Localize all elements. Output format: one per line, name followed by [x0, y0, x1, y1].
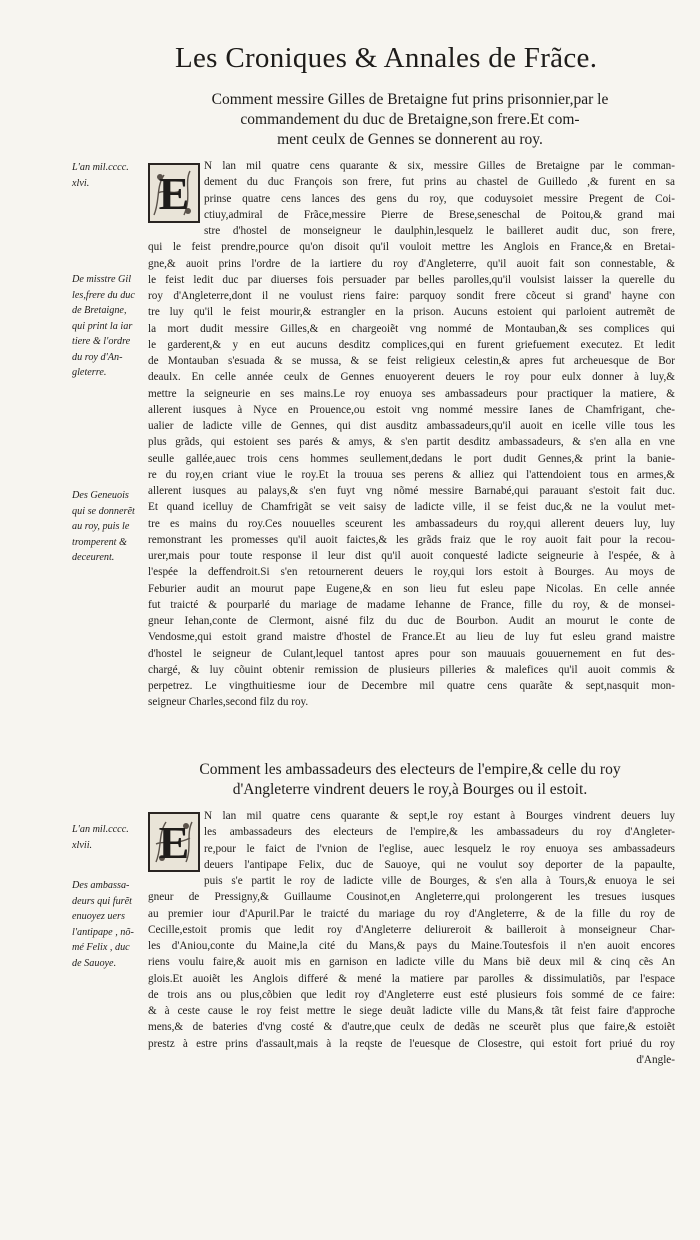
text-line: mettre la seigneurie en ses mains.Le roy enuoya ses ambassadeurs pour practiquer la matiere, &: [148, 387, 675, 400]
margin-note-line: tromperent &: [72, 536, 127, 548]
chapter-heading-line: commandement du duc de Bretaigne,son frere.Et com-: [240, 111, 580, 128]
initial-letter: E: [158, 168, 190, 219]
text-line: d'hostel le seigneur de Culant,lequel tantost apres pour son mauuais gouuernement en fut des-: [148, 647, 675, 660]
text-line: gneur Iehan,conte de Clermont, aisné filz du duc de Bourbon. Audit an mourut le conte de: [148, 615, 675, 627]
text-line: le garderent,& y en eut aucuns desditz complices,qui en furent griefuement executez. Et ledit: [148, 338, 675, 351]
text-line: seulle gallée,auec trois cens hommes seullement,dedans le port dudit Gennes,& print la banie-: [148, 452, 675, 465]
margin-note-line: qui print la iar: [72, 320, 133, 332]
margin-note-line: de Bretaigne,: [72, 305, 127, 316]
text-line: de trois ans ou plus,cõbien que ledit roy d'Angleterre eust esté plusieurs fois sommé de ce faire:: [148, 988, 675, 1001]
text-line: l'espée la deffendroit.Si s'en retournerent deuers le roy,qui lors estoit à Bourges. Au moys de: [148, 566, 675, 579]
margin-note-line: au roy, puis le: [72, 521, 130, 532]
margin-note-line: les,frere du duc: [72, 289, 135, 301]
catchword: d'Angle-: [636, 1053, 675, 1066]
text-line: prestz à estre prins d'assault,mais à la reqste de l'euesque de Closestre, qui estoit fort priué du roy: [148, 1037, 675, 1050]
margin-note-line: Des ambassa-: [72, 880, 130, 891]
text-line: remonstrant les promesses qu'il auoit faictes,& les grãds fraiz que le roy auoit fait pour la recou-: [148, 533, 675, 546]
text-line: au premier iour d'Apuril.Par le traicté du mariage du roy d'Angleterre, & de la fille du roy de: [148, 907, 675, 920]
margin-note-line: L'an mil.cccc.: [72, 162, 129, 173]
text-line: tre es mains du roy.Ces nouuelles sceurent les ambassadeurs du roy,qui allerent deuers luy, luy: [148, 517, 675, 530]
margin-note-line: De misstre Gil: [72, 274, 132, 285]
chapter-heading-line: d'Angleterre vindrent deuers le roy,à Bourges ou il estoit.: [232, 781, 588, 798]
text-line: Cecille,estoit promis que ledit roy d'Angleterre deliureroit & bailleroit à monseigneur Char-: [148, 923, 675, 936]
text-line: Feburier audit an mourut pape Eugene,& en son lieu fut esleu pape Nicolas. En celle année: [148, 582, 675, 595]
margin-note-line: de Sauoye.: [72, 957, 117, 969]
text-line: dement du duc François son frere, fut prins au chastel de Guilledo ,& furent en sa: [204, 176, 675, 189]
text-line: roy d'Angleterre,dont il ne voulust riens faire: parquoy sondit frere cõceut si grand' hayne con: [148, 290, 675, 302]
text-line: mens,& de bateries d'vng costé & d'autre,que ceulx de dedãs ne sceurẽt plus que faire,& estoiẽt: [148, 1021, 675, 1034]
text-line: re du roy,en criant viue le roy.Et la trouua ses perens & alliez qui l'attendoient tous en armes,&: [148, 468, 675, 481]
chapter-2-body: [148, 808, 675, 1068]
text-line: la mort dudit messire Gilles,& en chargeoiẽt vng nommé de Montauban,& ses complices qui: [148, 322, 675, 335]
text-line: N lan mil quatre cens quarante & sept,le roy estant à Bourges vindrent deuers luy: [204, 810, 675, 822]
margin-note-line: l'antipape , nõ-: [72, 926, 134, 938]
margin-note-line: L'an mil.cccc.: [72, 824, 129, 835]
text-line: perpetrez. Le vingthuitiesme iour de Decembre mil quatre cens quarãte & sept,nasquit mon-: [148, 680, 675, 692]
text-line: qui le feist prendre,pource qu'on disoit qu'il vouloit mettre les Anglois en France,& en Bretai-: [148, 241, 675, 254]
text-line: N lan mil quatre cens quarante & six, messire Gilles de Bretaigne par le comman-: [204, 160, 675, 172]
margin-note-line: qui se donnerẽt: [72, 505, 135, 517]
margin-note-line: xlvii.: [72, 839, 93, 851]
margin-note-line: xlvi.: [72, 177, 90, 189]
margin-note-line: du roy d'An-: [72, 351, 123, 363]
text-line: plus grãds, qui estoient ses parés & amys, & s'en partit desditz ambassadeurs, & s'en alla en vne: [148, 436, 675, 449]
margin-note-line: Des Geneuois: [72, 490, 129, 501]
text-line: allerent iusques au palays,& s'en fuyt vng nõmé messire Barnabé,qui parauant s'estoit fait duc.: [148, 485, 675, 497]
chapter-1-body: [148, 158, 675, 711]
chapter-1-heading: [150, 90, 670, 150]
margin-note-year-1447: [72, 822, 144, 853]
text-line: les ambassadeurs des electeurs de l'empire,& les ambassadeurs du roy d'Angleter-: [204, 826, 675, 839]
text-line: Et quand icelluy de Chamfrigãt se veit saisy de ladicte ville, il se feist duc,& ne la voulut met-: [148, 501, 675, 514]
text-line: de Montauban s'esuada & se mussa, & se feist religieux celestin,& apres fut archeuesque de Bor: [148, 355, 675, 367]
text-line: fut traicté & pourparlé du mariage de madame Iehanne de France, fille du roy, & de monsei-: [148, 598, 675, 611]
margin-note-line: tiere & l'ordre: [72, 336, 131, 347]
text-line: gneur de Pressigny,& Guillaume Cousinot,en Angleterre,qui prolongerent les tresues iusques: [148, 891, 675, 904]
text-line: deuers l'antipape Felix, duc de Sauoye, qui ne voulut soy deporter de la papaulte,: [204, 858, 675, 871]
text-line: seigneur Charles,second filz du roy.: [148, 696, 309, 709]
initial-letter: E: [158, 817, 190, 868]
running-head: Les Croniques & Annales de Frãce.: [175, 42, 598, 74]
chapter-heading-line: Comment les ambassadeurs des electeurs de l'empire,& celle du roy: [199, 761, 621, 778]
margin-note-geneuois: [72, 488, 144, 566]
margin-note-line: enuoyez uers: [72, 911, 125, 922]
margin-note-line: deceurent.: [72, 552, 115, 563]
margin-note-line: mé Felix , duc: [72, 942, 130, 953]
text-line: prinse quatre cens lances des gens du roy, que coduysoiet messire Pregent de Coi-: [204, 192, 675, 205]
margin-note-gilles: [72, 272, 144, 381]
text-line: re,pour le faict de l'vnion de l'eglise, auec lesquelz le roy enuoya ses ambassadeurs: [204, 842, 675, 855]
text-line: le feist ledit duc par diuerses fois persuader par belles parolles,qu'il voulsist laisser la querelle du: [148, 273, 675, 286]
margin-note-ambassadeurs: [72, 878, 144, 971]
text-line: stre d'hostel de monseigneur le daulphin,lesquelz le bailleret audit duc, son frere,: [204, 225, 675, 237]
chapter-heading-line: ment ceulx de Gennes se donnerent au roy.: [277, 131, 543, 148]
text-line: Vendosme,qui estoit grand maistre d'hostel de France.Et au lieu de luy fut esleu grand maistre: [148, 631, 675, 644]
text-line: puis s'e partit le roy de ladicte ville de Bourges, & s'en alla à Tours,& enuoya le sei: [204, 875, 675, 887]
margin-note-line: gleterre.: [72, 367, 107, 378]
text-line: gne,& auoit prins l'ordre de la iartiere du roy d'Angleterre, qu'il auoit fait son connestable, &: [148, 257, 675, 270]
chapter-heading-line: Comment messire Gilles de Bretaigne fut prins prisonnier,par le: [211, 91, 609, 108]
text-line: ctiuy,admiral de Frãce,messire Pierre de Brese,seneschal de Poitou,& grand mai: [204, 208, 675, 221]
text-line: allerent iusques à Nyce en Prouence,ou estoit vng nommé messire Ianes de Chamfrigant, che-: [148, 403, 675, 416]
text-line: deaulx. En celle année ceulx de Gennes enuoyerent deuers le roy pour eulx donner à luy,&: [148, 371, 675, 384]
text-line: riens voulu faire,& auoit mis en garnison en ladicte ville du Mans biẽ deux mil & cinq cẽs An: [148, 956, 675, 969]
text-line: chargé, & luy cõuint obtenir remission de plusieurs pilleries & malefices qu'il auoit commis &: [148, 663, 675, 676]
text-line: urer,mais pour toute response il leur dist qu'il auoit conquesté ladicte seigneurie à l'espée, & à: [148, 550, 675, 562]
text-line: glois.Et auoiẽt les Anglois differé & mené la matiere par parolles & dissimulatiõs, par l'espace: [148, 972, 675, 985]
text-line: ualier de ladicte ville de Gennes, qui dist ausditz ambassadeurs,qu'il auoit en icelle ville tous les: [148, 420, 675, 432]
margin-note-line: deurs qui furẽt: [72, 895, 132, 907]
chapter-2-heading: [150, 760, 670, 800]
text-line: les d'Aniou,conte du Maine,la cité du Mans,& pays du Maine.Toutesfois il n'en auoit encores: [148, 940, 675, 952]
text-line: & à ceste cause le roy feist mettre le siege deuãt ladicte ville du Mans,& tãt feist faire d'approche: [148, 1005, 675, 1017]
text-line: tre luy qu'il le feist mourir,& estrangler en la prison. Aucuns estoient qui parloient autremẽt de: [148, 306, 675, 319]
margin-note-year-1446: [72, 160, 144, 191]
